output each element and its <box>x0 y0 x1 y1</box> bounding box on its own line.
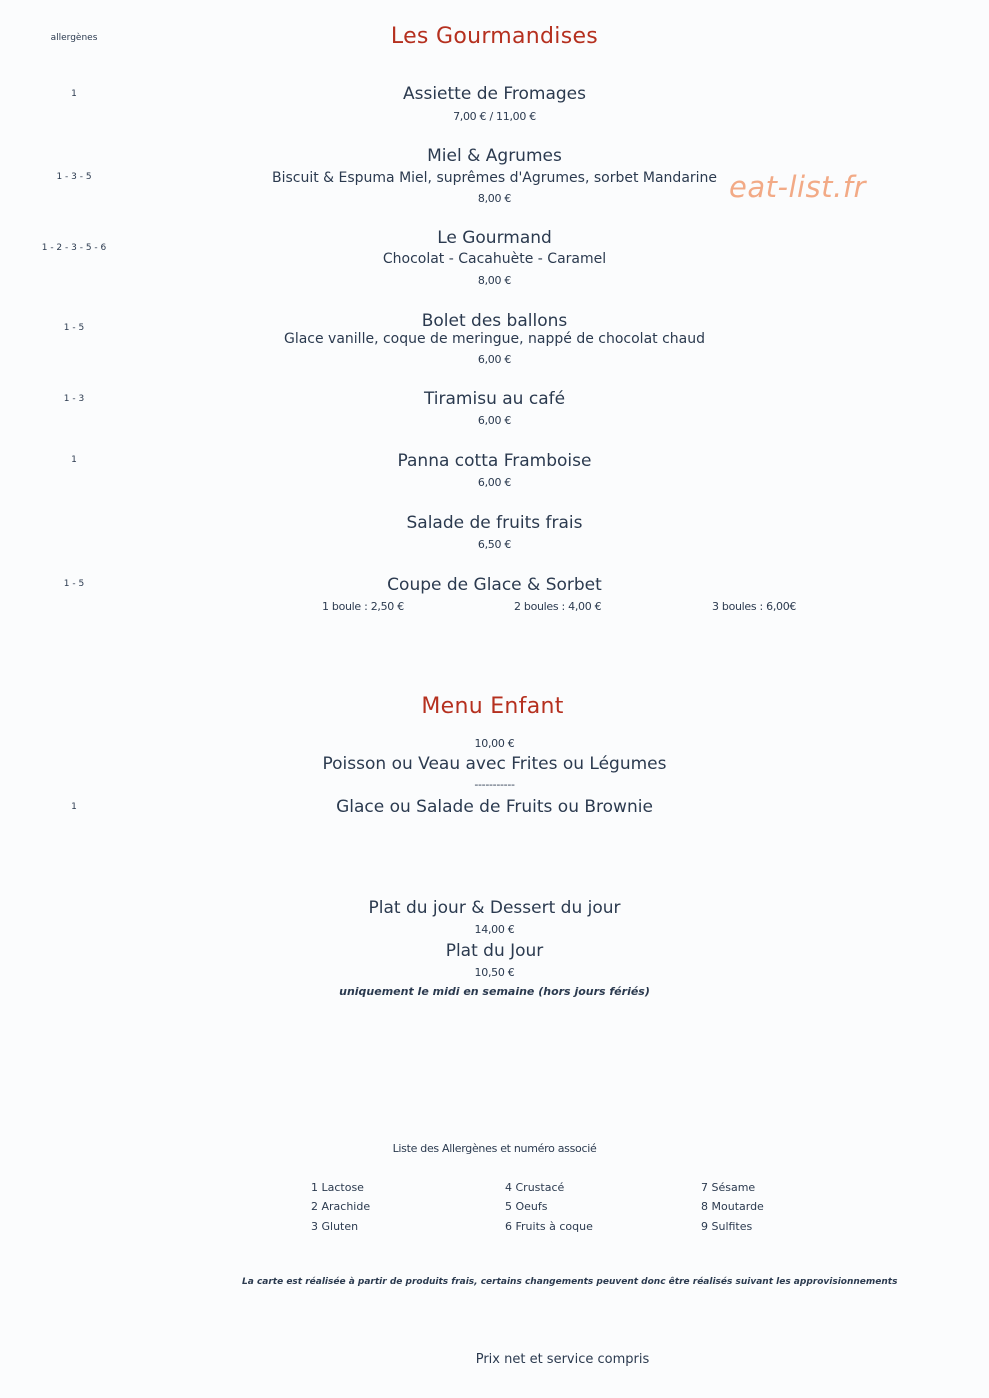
dish-price: 6,00 € <box>477 414 512 427</box>
dish-name: Panna cotta Framboise <box>397 451 592 471</box>
watermark-logo: eat-list.fr <box>729 170 866 204</box>
footer-service: Prix net et service compris <box>475 1352 650 1367</box>
allergen-legend-item: 6 Fruits à coque <box>505 1220 593 1233</box>
dish-price: 6,00 € <box>477 476 512 489</box>
scoop-price-3: 3 boules : 6,00€ <box>712 600 797 613</box>
dish-name: Bolet des ballons <box>421 311 568 331</box>
footer-note: La carte est réalisée à partir de produits frais, certains changements peuvent donc être réalisés suivant les approvisionnements <box>242 1277 898 1287</box>
menu-enfant-dessert: Glace ou Salade de Fruits ou Brownie <box>336 797 653 817</box>
menu-enfant-price: 10,00 € <box>474 737 515 750</box>
plat-du-jour-note: uniquement le midi en semaine (hors jours fériés) <box>339 985 650 998</box>
dish-price: 8,00 € <box>477 192 512 205</box>
plat-du-jour-label: Plat du Jour <box>445 941 544 961</box>
dish-name: Le Gourmand <box>437 228 552 248</box>
allergen-legend-title: Liste des Allergènes et numéro associé <box>392 1142 597 1155</box>
allergen-legend-item: 4 Crustacé <box>505 1181 565 1194</box>
dish-name: Assiette de Fromages <box>402 84 586 104</box>
dish-price: 8,00 € <box>477 274 512 287</box>
allergen-legend-item: 1 Lactose <box>311 1181 364 1194</box>
allergen-legend-item: 7 Sésame <box>701 1181 756 1194</box>
allergen-legend-item: 8 Moutarde <box>701 1200 764 1213</box>
dish-name: Tiramisu au café <box>423 389 566 409</box>
dish-description: Chocolat - Cacahuète - Caramel <box>382 251 607 267</box>
allergen-legend-item: 3 Gluten <box>311 1220 359 1233</box>
allergen-legend-item: 5 Oeufs <box>505 1200 548 1213</box>
dish-description: Glace vanille, coque de meringue, nappé de chocolat chaud <box>283 331 706 347</box>
menu-enfant-separator: ----------- <box>474 778 515 791</box>
allergen-code: 1 <box>71 89 77 99</box>
dish-description: Biscuit & Espuma Miel, suprêmes d'Agrumes, sorbet Mandarine <box>271 170 718 186</box>
dish-price: 6,00 € <box>477 353 512 366</box>
allergen-code: 1 - 3 - 5 <box>56 172 92 182</box>
allergen-code: 1 - 3 <box>63 394 85 404</box>
dish-name: Coupe de Glace & Sorbet <box>387 575 602 595</box>
allergen-code: 1 - 5 <box>63 579 85 589</box>
scoop-price-1: 1 boule : 2,50 € <box>322 600 404 613</box>
menu-enfant-main: Poisson ou Veau avec Frites ou Légumes <box>322 754 667 774</box>
dish-price: 6,50 € <box>477 538 512 551</box>
plat-du-jour-price: 10,50 € <box>474 966 515 979</box>
allergen-legend-item: 2 Arachide <box>311 1200 371 1213</box>
dish-name: Salade de fruits frais <box>406 513 583 533</box>
combo-price: 14,00 € <box>474 923 515 936</box>
allergen-code: 1 - 5 <box>63 323 85 333</box>
combo-label: Plat du jour & Dessert du jour <box>368 898 621 918</box>
dish-price: 7,00 € / 11,00 € <box>453 110 536 123</box>
allergen-code: 1 <box>71 455 77 465</box>
dish-name: Miel & Agrumes <box>427 146 562 166</box>
scoop-price-2: 2 boules : 4,00 € <box>514 600 602 613</box>
allergen-code: 1 - 2 - 3 - 5 - 6 <box>41 243 107 253</box>
allergen-code: 1 <box>71 802 77 812</box>
section-title-gourmandises: Les Gourmandises <box>390 24 599 49</box>
allergen-legend-item: 9 Sulfites <box>701 1220 753 1233</box>
section-title-menu-enfant: Menu Enfant <box>421 694 564 719</box>
allergen-column-header: allergènes <box>50 33 98 43</box>
